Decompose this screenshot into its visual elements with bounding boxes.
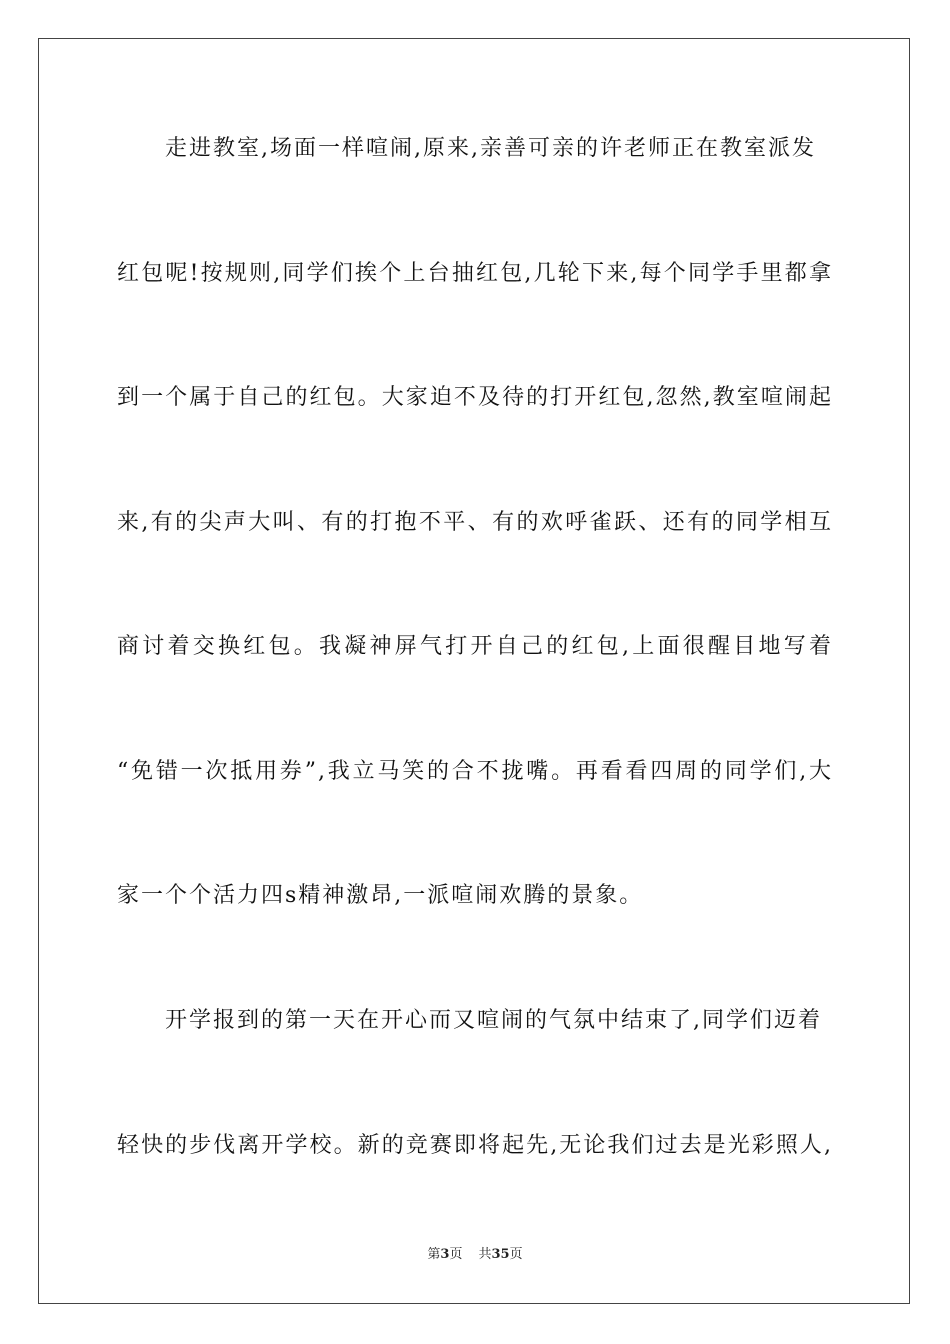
page-footer — [0, 1246, 950, 1264]
text-line: 开学报到的第一天在开心而又喧闹的气氛中结束了,同学们迈着 — [165, 1008, 822, 1033]
page-border — [38, 38, 910, 1304]
footer-total-suffix: 页 — [509, 1247, 523, 1262]
text-line: 商讨着交换红包。我凝神屏气打开自己的红包,上面很醒目地写着 — [117, 634, 833, 659]
footer-page-suffix: 页 — [449, 1247, 463, 1262]
text-line: “免错一次抵用券”,我立马笑的合不拢嘴。再看看四周的同学们,大 — [117, 759, 833, 784]
footer-total-pages: 35 — [491, 1247, 510, 1262]
text-line: 来,有的尖声大叫、有的打抱不平、有的欢呼雀跃、还有的同学相互 — [117, 510, 833, 535]
footer-total-prefix: 共 — [478, 1247, 492, 1262]
footer-page-number: 3 — [440, 1247, 450, 1262]
text-line: 轻快的步伐离开学校。新的竞赛即将起先,无论我们过去是光彩照人, — [117, 1133, 833, 1158]
text-line: 家一个个活力四s精神激昂,一派喧闹欢腾的景象。 — [117, 883, 644, 908]
text-line: 红包呢!按规则,同学们挨个上台抽红包,几轮下来,每个同学手里都拿 — [117, 261, 833, 286]
footer-page-prefix: 第 — [427, 1247, 441, 1262]
text-line: 走进教室,场面一样喧闹,原来,亲善可亲的许老师正在教室派发 — [165, 136, 816, 161]
text-line: 到一个属于自己的红包。大家迫不及待的打开红包,忽然,教室喧闹起 — [117, 385, 833, 410]
